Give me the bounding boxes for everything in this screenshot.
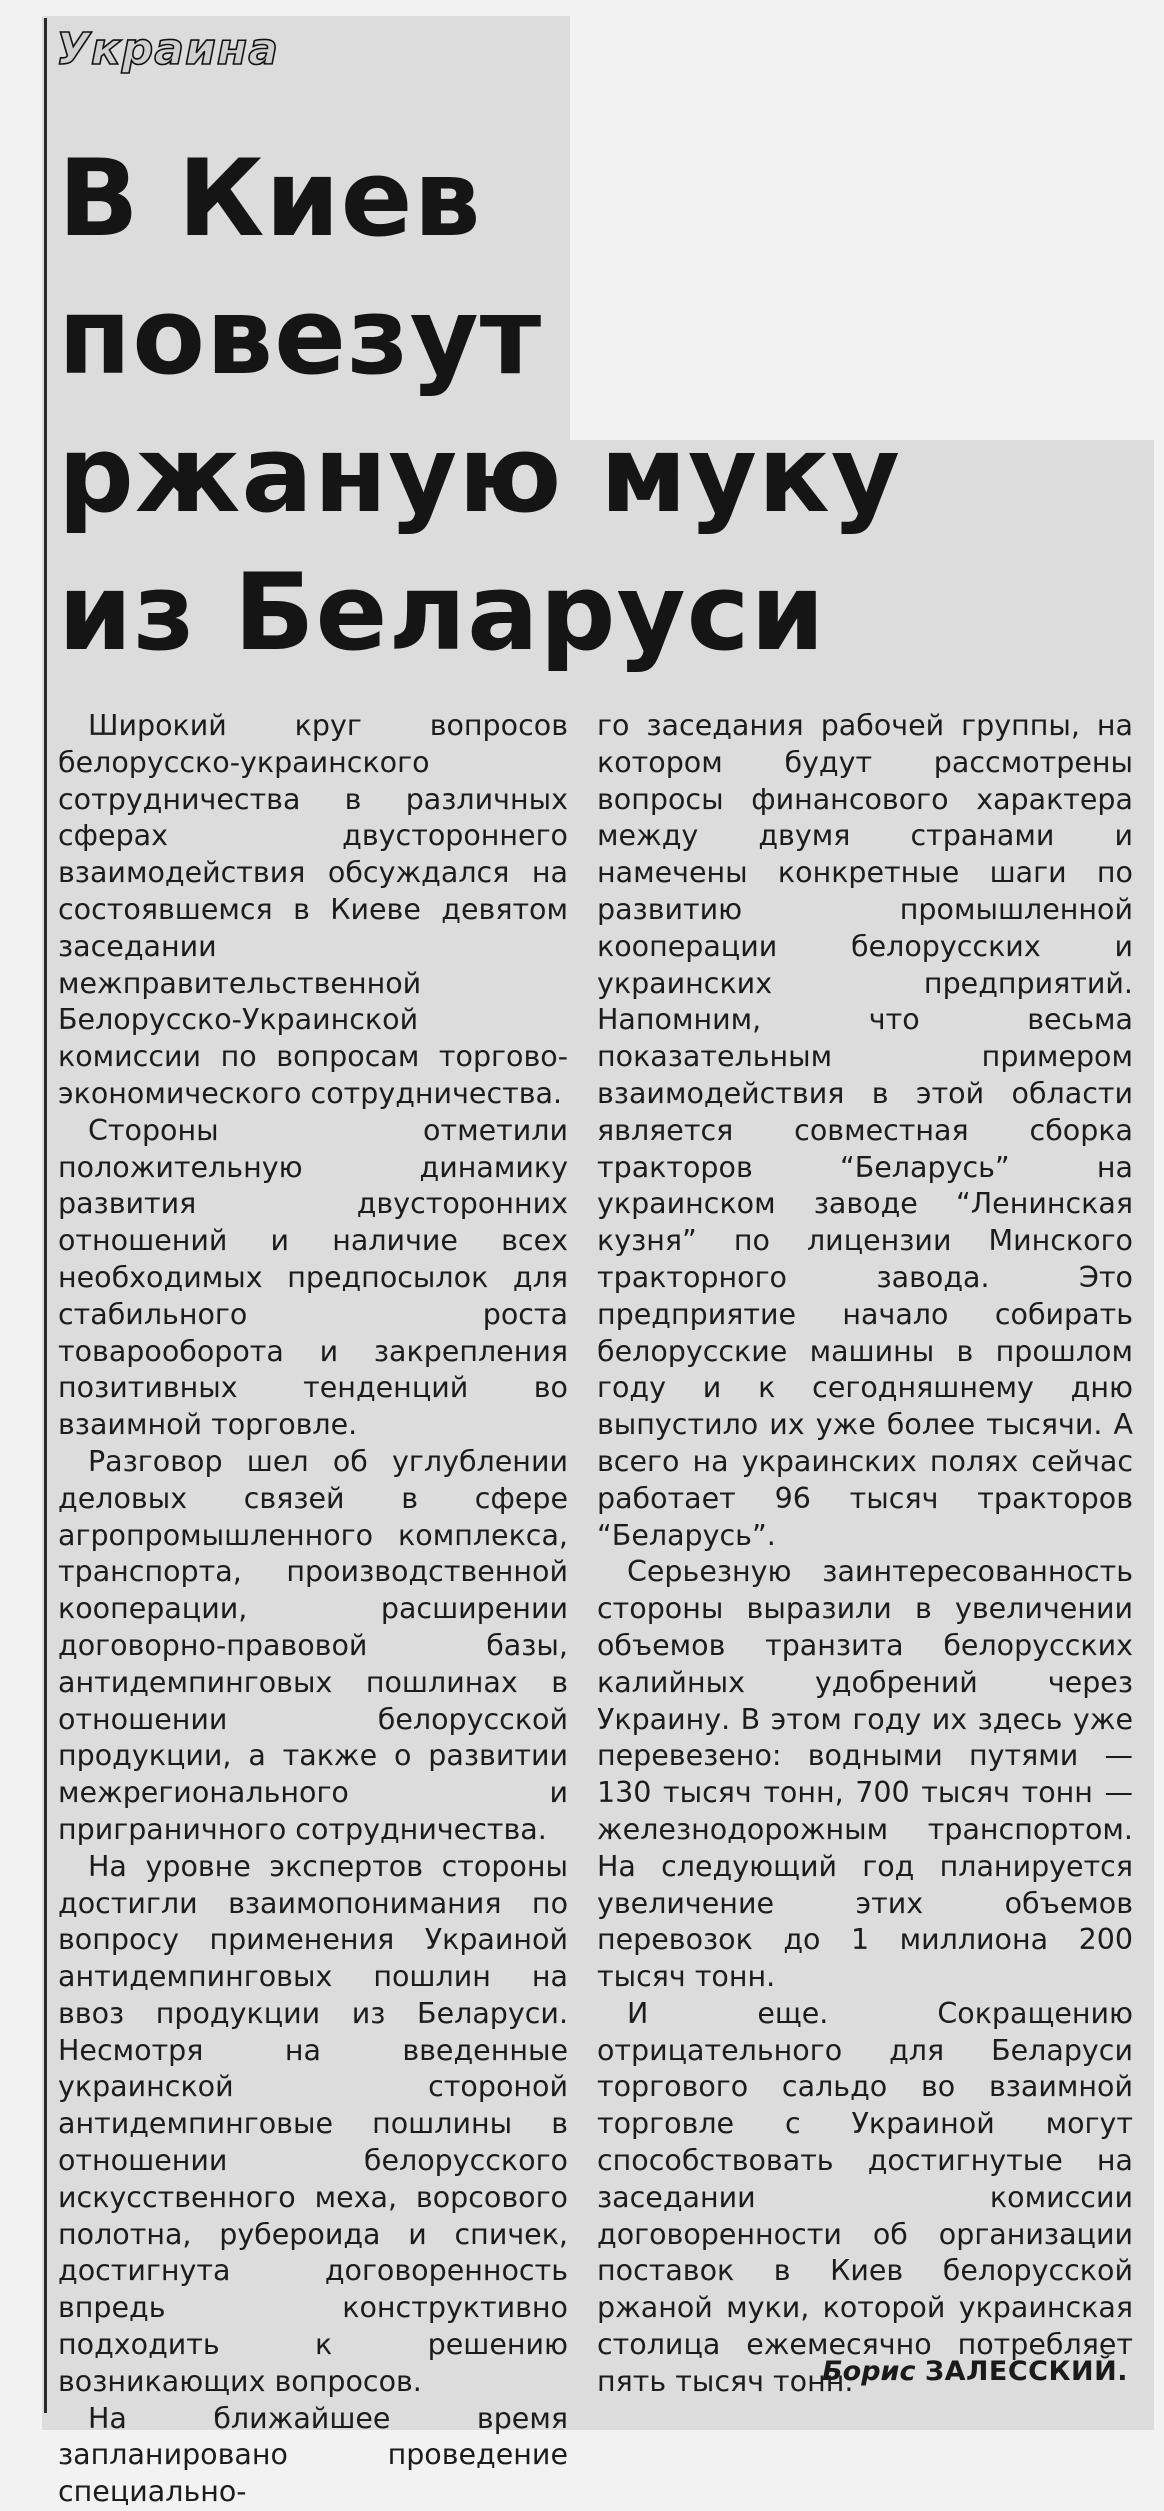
headline-line: ржаную муку bbox=[58, 413, 901, 536]
headline-line: повезут bbox=[58, 275, 543, 398]
paragraph: И еще. Сокращению отрицательного для Беларуси торгового сальдо во взаимной торговле с Украиной могут способствовать достигнутые на заседании комиссии договоренности об организации поставок в Киев белорусской ржаной муки, которой украинская столица ежемесячно потребляет пять тысяч тонн. bbox=[597, 1996, 1133, 2398]
paragraph: Серьезную заинтересованность стороны выразили в увеличении объемов транзита белорусских калийных удобрений через Украину. В этом году их здесь уже перевезено: водными путями — 130 тысяч тонн, 700 тысяч тонн — железнодорожным транспортом. На следующий год планируется увеличение этих объемов перевозок до 1 миллиона 200 тысяч тонн. bbox=[597, 1555, 1133, 1994]
headline-line: из Беларуси bbox=[58, 551, 826, 674]
vertical-rule bbox=[44, 18, 47, 2413]
section-label: Украина bbox=[56, 24, 279, 75]
paragraph: На уровне экспертов стороны достигли взаимопонимания по вопросу применения Украиной антидемпинговых пошлин на ввоз продукции из Беларуси. Несмотря на введенные украинской стороной антидемпинговые пошлины в отношении белорусского искусственного меха, ворсового полотна, рубероида и спичек, достигнута договоренность впредь конструктивно подходить к решению возникающих вопросов. bbox=[58, 1849, 568, 2398]
paragraph: Разговор шел об углублении деловых связей в сфере агропромышленного комплекса, транспорта, производственной кооперации, расширении договорно-правовой базы, антидемпинговых пошлинах в отношении белорусской продукции, а также о развитии межрегионального и приграничного сотрудничества. bbox=[58, 1444, 568, 1846]
headline bbox=[58, 130, 901, 682]
paragraph: Стороны отметили положительную динамику развития двусторонних отношений и наличие всех необходимых предпосылок для стабильного роста товарооборота и закрепления позитивных тенденций во взаимной торговле. bbox=[58, 1113, 568, 1442]
paragraph: го заседания рабочей группы, на котором будут рассмотрены вопросы финансового характера между двумя странами и намечены конкретные шаги по развитию промышленной кооперации белорусских и украинских предприятий. Напомним, что весьма показательным примером взаимодействия в этой области является совместная сборка тракторов “Беларусь” на украинском заводе “Ленинская кузня” по лицензии Минского тракторного завода. Это предприятие начало собирать белорусские машины в прошлом году и к сегодняшнему дню выпустило их уже более тысячи. А всего на украинских полях сейчас работает 96 тысяч тракторов “Беларусь”. bbox=[597, 709, 1133, 1552]
article-column-right bbox=[597, 708, 1133, 2401]
article-column-left bbox=[58, 708, 568, 2511]
paragraph: На ближайшее время запланировано проведение специально- bbox=[58, 2401, 568, 2509]
byline-first-name: Борис bbox=[822, 2356, 916, 2387]
paragraph: Широкий круг вопросов белорусско-украинского сотрудничества в различных сферах двустороннего взаимодействия обсуждался на состоявшемся в Киеве девятом заседании межправительственной Белорусско-Украинской комиссии по вопросам торгово-экономического сотрудничества. bbox=[58, 709, 568, 1110]
byline-last-name: ЗАЛЕССКИЙ. bbox=[924, 2356, 1128, 2387]
byline bbox=[822, 2356, 1128, 2387]
headline-line: В Киев bbox=[58, 137, 482, 260]
